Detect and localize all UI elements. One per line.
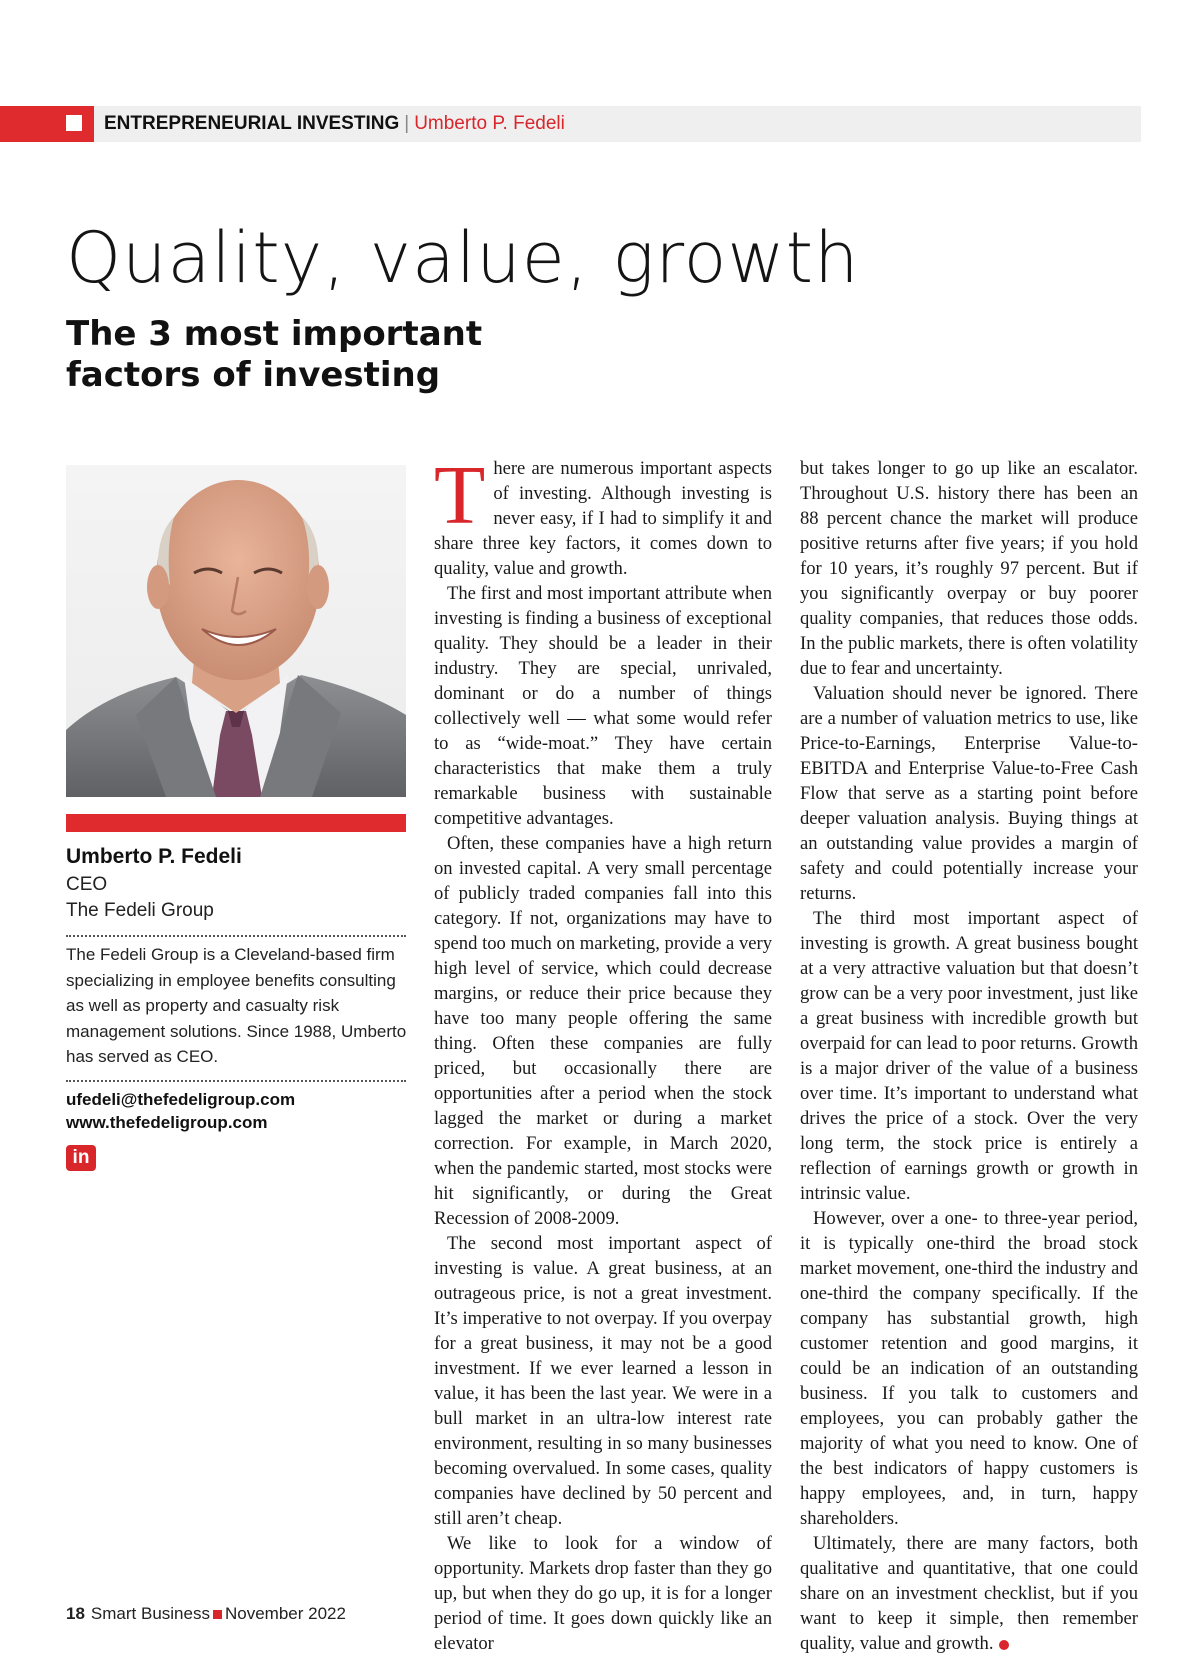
divider bbox=[66, 935, 406, 937]
paragraph-text: here are numerous important aspects of investing. Although investing is never easy, if I had to simplify it and share three key factors, it comes down to quality, value and growth. bbox=[434, 458, 772, 579]
paragraph: The first and most important attribute when investing is finding a business of exceptional quality. They should be a leader in their industry. They are special, unrivaled, dominant or do a number of things collectively well — what some would refer to as “wide-moat.” They have certain characteristics that make them a truly remarkable business with sustainable competitive advantages. bbox=[434, 583, 772, 829]
paragraph: However, over a one- to three-year period, it is typically one-third the broad stock market movement, one-third the industry and one-third the company specifically. If the company has substantial growth, high customer retention and good margins, it could be an indication of an outstanding business. If you talk to customers and employees, you can probably gather the majority of what you need to know. One of the best indicators of happy customers is happy employees, and, in turn, happy shareholders. bbox=[800, 1208, 1138, 1529]
section-label: ENTREPRENEURIAL INVESTING bbox=[104, 113, 400, 134]
author-photo bbox=[66, 465, 406, 797]
author-bio: The Fedeli Group is a Cleveland-based firm specializing in employee benefits consulting as well as property and casualty risk management solutions. Since 1988, Umberto has served as CEO. bbox=[66, 945, 407, 1066]
portrait-illustration bbox=[66, 465, 406, 797]
author-company: The Fedeli Group bbox=[66, 900, 214, 921]
photo-accent-bar bbox=[66, 814, 406, 832]
end-mark-icon bbox=[999, 1640, 1009, 1650]
publication-name: Smart Business bbox=[90, 1604, 210, 1623]
divider bbox=[66, 1080, 406, 1082]
paragraph bbox=[800, 1531, 1138, 1656]
header-square-icon bbox=[66, 115, 82, 131]
author-email-link[interactable]: ufedeli@thefedeligroup.com bbox=[66, 1090, 296, 1109]
header-separator: | bbox=[404, 113, 410, 134]
page-footer bbox=[66, 1604, 346, 1624]
paragraph: but takes longer to go up like an escalator. Throughout U.S. history there has been an 88 percent chance the market will produce positive returns after five years; if you hold for 10 years, it’s roughly 97 percent. But if you significantly overpay or buy poorer quality companies, that reduces those odds. In the public markets, there is often volatility due to fear and uncertainty. bbox=[800, 458, 1138, 679]
drop-cap: T bbox=[434, 449, 486, 542]
page-number: 18 bbox=[66, 1604, 85, 1623]
footer-square-icon bbox=[213, 1610, 222, 1619]
paragraph: The third most important aspect of investing is growth. A great business bought at a very attractive valuation but that doesn’t grow can be a very poor investment, just like a great business with incredible growth but overpaid for can lead to poor returns. Growth is a major driver of the value of a business over time. It’s important to understand what drives the price of a stock. Over the very long term, the stock price is entirely a reflection of earnings growth or growth in intrinsic value. bbox=[800, 908, 1138, 1204]
paragraph bbox=[434, 449, 772, 581]
article-column-1 bbox=[434, 449, 772, 1654]
paragraph: The second most important aspect of investing is value. A great business, at an outrageous price, is not a great investment. It’s imperative to not overpay. If you overpay for a great business, it may not be a good investment. If we ever learned a lesson in value, it has been the last year. We were in a bull market in an ultra-low interest rate environment, resulting in so many businesses becoming overvalued. In some cases, quality companies have declined by 50 percent and still aren’t cheap. bbox=[434, 1233, 772, 1529]
paragraph-text: Ultimately, there are many factors, both qualitative and quantitative, that one could share on an investment checklist, but if you want to keep it simple, then remember quality, value and growth. bbox=[800, 1533, 1138, 1654]
paragraph: Valuation should never be ignored. There are a number of valuation metrics to use, like Price-to-Earnings, Enterprise Value-to-EBITDA and Enterprise Value-to-Free Cash Flow that serve as a starting point before deeper valuation analysis. Buying things at an outstanding value provides a margin of safety and could potentially increase your returns. bbox=[800, 683, 1138, 904]
issue-date: November 2022 bbox=[224, 1604, 346, 1623]
article-title: Quality, value, growth bbox=[66, 217, 860, 299]
article-column-2 bbox=[800, 456, 1138, 1654]
author-name: Umberto P. Fedeli bbox=[66, 845, 242, 868]
header-author: Umberto P. Fedeli bbox=[414, 113, 565, 134]
paragraph: We like to look for a window of opportunity. Markets drop faster than they go up, but when they do go up, it is for a longer period of time. It goes down quickly like an elevator bbox=[434, 1533, 772, 1654]
article-subtitle: The 3 most important factors of investing bbox=[66, 314, 483, 395]
linkedin-icon[interactable]: in bbox=[66, 1145, 96, 1171]
author-website-link[interactable]: www.thefedeligroup.com bbox=[66, 1113, 268, 1132]
section-header bbox=[104, 106, 565, 142]
author-role: CEO bbox=[66, 874, 108, 895]
paragraph: Often, these companies have a high return on invested capital. A very small percentage of publicly traded companies fall into this category. If not, organizations may have to spend too much on marketing, provide a very high level of service, which could decrease margins, or reduce their price because they have too many people offering the same thing. Often these companies are fully priced, but occasionally there are opportunities after a period when the stock lagged the market or during a market correction. For example, in March 2020, when the pandemic started, most stocks were hit significantly, or during the Great Recession of 2008-2009. bbox=[434, 833, 772, 1229]
